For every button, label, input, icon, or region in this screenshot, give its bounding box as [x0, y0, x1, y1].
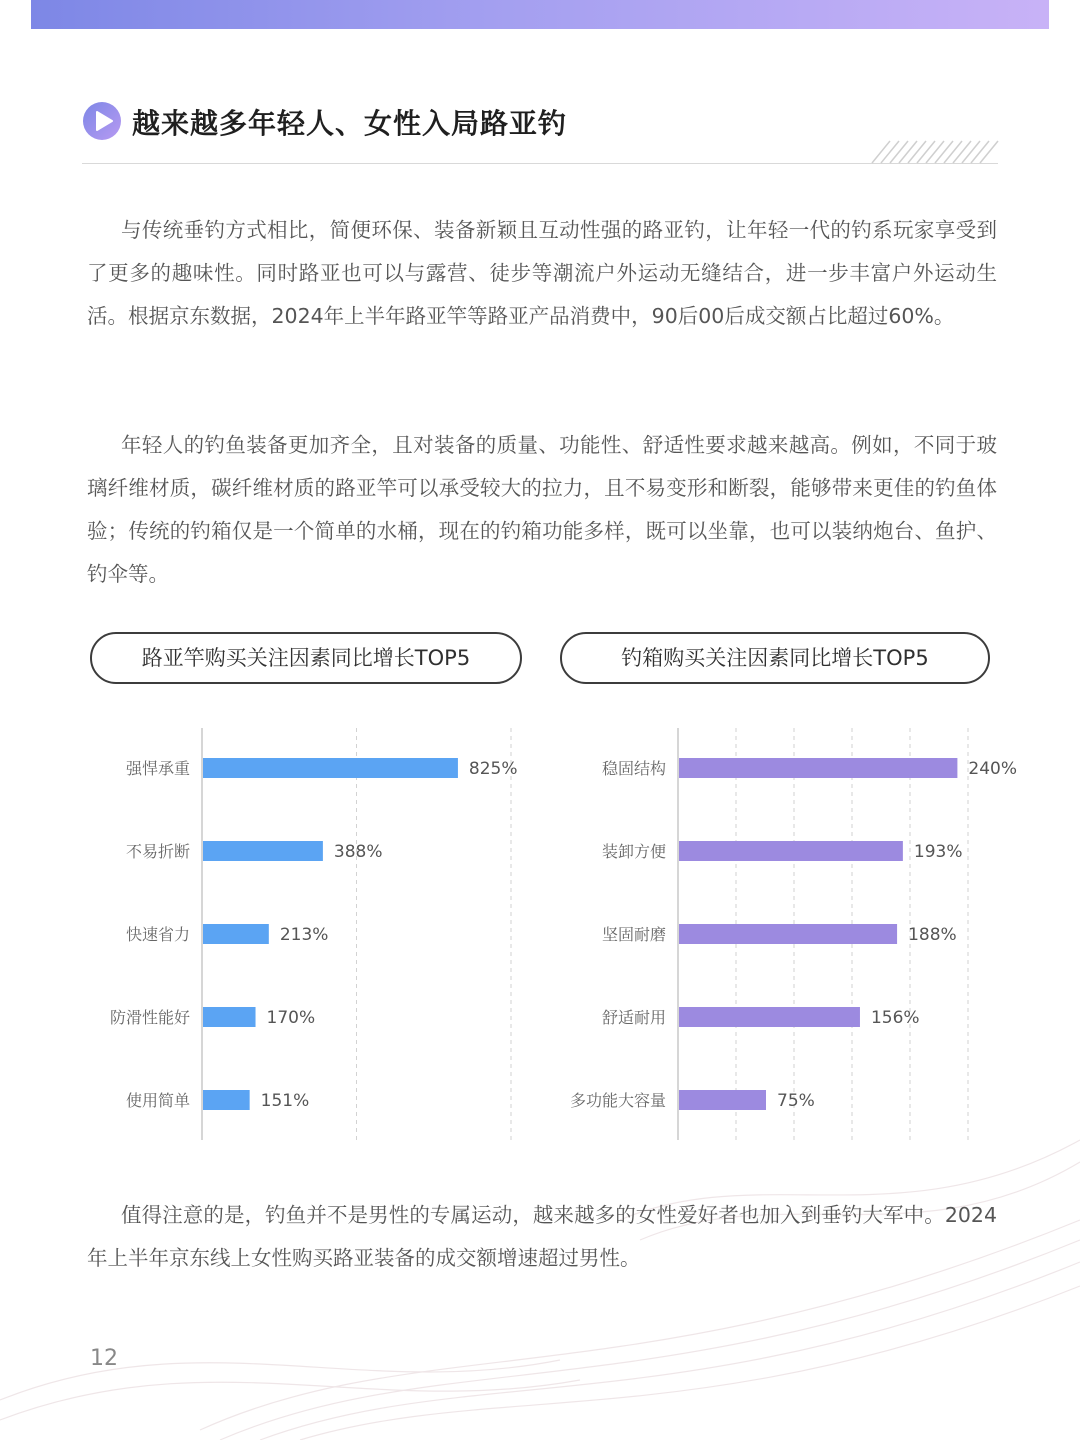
box-chart-value-label: 193% [913, 842, 963, 862]
rod-factors-bar-chart [80, 720, 520, 1150]
rod-chart-category-label: 快速省力 [125, 925, 190, 944]
header-divider [82, 163, 998, 164]
tackle-box-factors-bar-chart [540, 720, 1018, 1150]
box-chart-category-label: 舒适耐用 [601, 1008, 666, 1027]
rod-chart-bar [203, 758, 458, 778]
box-chart-value-label: 75% [777, 1091, 815, 1111]
box-chart-category-label: 装卸方便 [601, 842, 666, 861]
rod-chart-bar [203, 841, 323, 861]
rod-chart-value-label: 170% [266, 1008, 316, 1028]
box-chart-bar [679, 1090, 766, 1110]
section-header [82, 98, 998, 166]
paragraph-female-anglers: 值得注意的是，钓鱼并不是男性的专属运动，越来越多的女性爱好者也加入到垂钓大军中。2024年上半年京东线上女性购买路亚装备的成交额增速超过男性。 [87, 1203, 997, 1270]
box-chart-bar [679, 841, 903, 861]
top-accent-bar [31, 0, 1049, 29]
box-chart-category-label: 多功能大容量 [569, 1091, 666, 1110]
rod-chart-value-label: 388% [333, 842, 383, 862]
rod-chart-category-label: 不易折断 [125, 842, 190, 861]
paragraph-equipment: 年轻人的钓鱼装备更加齐全，且对装备的质量、功能性、舒适性要求越来越高。例如，不同于玻璃纤维材质，碳纤维材质的路亚竿可以承受较大的拉力，且不易变形和断裂，能够带来更佳的钓鱼体验；传统的钓箱仅是一个简单的水桶，现在的钓箱功能多样，既可以坐靠，也可以装纳炮台、鱼护、钓伞等。 [87, 433, 997, 586]
box-chart-bar [679, 758, 957, 778]
right-chart-title: 钓箱购买关注因素同比增长TOP5 [560, 632, 990, 684]
box-chart-bar [679, 924, 897, 944]
box-chart-value-label: 188% [908, 925, 957, 945]
box-chart-value-label: 156% [870, 1008, 920, 1028]
box-chart-bar [679, 1007, 860, 1027]
rod-chart-value-label: 151% [260, 1091, 310, 1111]
rod-chart-category-label: 强悍承重 [125, 759, 190, 778]
hatch-decoration [872, 141, 998, 163]
rod-chart-category-label: 使用简单 [125, 1091, 190, 1110]
rod-chart-bar [203, 1007, 256, 1027]
box-chart-category-label: 坚固耐磨 [601, 925, 666, 944]
play-circle-icon [82, 101, 122, 141]
rod-chart-category-label: 防滑性能好 [109, 1008, 190, 1027]
box-chart-category-label: 稳固结构 [601, 759, 666, 778]
box-chart-value-label: 240% [968, 759, 1018, 779]
section-heading: 越来越多年轻人、女性入局路亚钓 [132, 107, 568, 140]
rod-chart-value-label: 213% [279, 925, 329, 945]
rod-chart-bar [203, 924, 269, 944]
paragraph-young-anglers: 与传统垂钓方式相比，简便环保、装备新颖且互动性强的路亚钓，让年轻一代的钓系玩家享受到了更多的趣味性。同时路亚也可以与露营、徒步等潮流户外运动无缝结合，进一步丰富户外运动生活。根据京东数据，2024年上半年路亚竿等路亚产品消费中，90后00后成交额占比超过60%。 [87, 218, 997, 328]
page-number: 12 [90, 1346, 118, 1371]
rod-chart-bar [203, 1090, 250, 1110]
rod-chart-value-label: 825% [468, 759, 518, 779]
left-chart-title: 路亚竿购买关注因素同比增长TOP5 [90, 632, 522, 684]
